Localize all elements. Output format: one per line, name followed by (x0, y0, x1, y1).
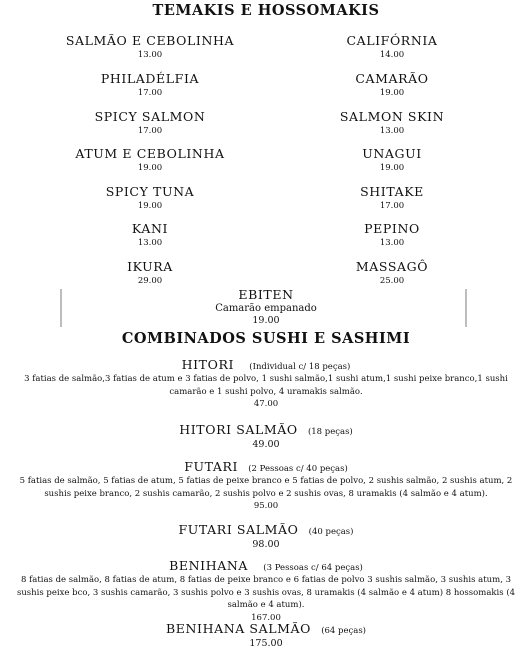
menu-item (50, 109, 250, 137)
menu-item (292, 146, 492, 174)
menu-item (292, 184, 492, 212)
item-name: CALIFÓRNIA (346, 33, 438, 48)
item-price: 14.00 (379, 50, 405, 60)
item-price: 19.00 (252, 315, 280, 326)
menu-item (292, 221, 492, 249)
item-price: 25.00 (379, 276, 405, 286)
item-name: SHITAKE (360, 184, 424, 199)
menu-item (50, 221, 250, 249)
item-price: 29.00 (137, 276, 163, 286)
item-name: MASSAGÔ (355, 259, 429, 274)
combo-note: (64 peças) (321, 626, 366, 636)
combo-price: 175.00 (249, 638, 283, 649)
combo-item (0, 354, 532, 411)
combo-price: 49.00 (252, 439, 280, 450)
combo-name: BENIHANA SALMÃO (165, 621, 312, 636)
combo-item (0, 618, 532, 651)
combo-description: 3 fatias de salmão,3 fatias de atum e 3 fatias de polvo, 1 sushi salmão,1 sushi atum,1 sushi peixe branco,1 sushi camarão e 1 sushi polvo, 4 uramakis salmão. (24, 374, 508, 397)
item-price: 17.00 (379, 201, 405, 211)
item-name: SALMÃO E CEBOLINHA (65, 33, 235, 48)
menu-item (292, 259, 492, 287)
combo-item (0, 555, 532, 624)
combo-name: FUTARI (184, 459, 239, 474)
menu-item (50, 71, 250, 99)
combo-note: (18 peças) (307, 427, 353, 437)
item-price: 19.00 (137, 163, 163, 173)
item-description: Camarão empanado (215, 303, 317, 314)
item-price: 17.00 (137, 126, 163, 136)
combo-price: 167.00 (251, 612, 281, 623)
menu-item (292, 71, 492, 99)
item-name: KANI (131, 221, 169, 236)
item-name: CAMARÃO (355, 71, 429, 86)
item-name: PHILADÉLFIA (100, 71, 200, 86)
combo-item (0, 456, 532, 513)
combo-note: (2 Pessoas c/ 40 peças) (248, 464, 348, 474)
item-price: 19.00 (137, 201, 163, 211)
combo-name: HITORI SALMÃO (179, 422, 298, 437)
combo-note: (3 Pessoas c/ 64 peças) (263, 563, 363, 573)
combo-price: 98.00 (252, 539, 280, 550)
item-name: UNAGUI (362, 146, 422, 161)
combo-note: (Individual c/ 18 peças) (249, 362, 351, 372)
menu-item (50, 184, 250, 212)
item-price: 13.00 (379, 238, 405, 248)
combo-name: HITORI (181, 357, 235, 372)
item-name: PEPINO (364, 221, 420, 236)
item-name: EBITEN (238, 287, 294, 302)
menu-item (50, 146, 250, 174)
menu-item (292, 33, 492, 61)
combo-name: BENIHANA (169, 558, 249, 573)
combo-name: FUTARI SALMÃO (178, 522, 299, 537)
item-price: 19.00 (379, 163, 405, 173)
combo-item (0, 519, 532, 552)
section-title-combinados: COMBINADOS SUSHI E SASHIMI (121, 330, 411, 347)
combo-price: 47.00 (253, 399, 279, 409)
combo-description: 5 fatias de salmão, 5 fatias de atum, 5 fatias de peixe branco e 5 fatias de polvo, 2 sushis salmão, 2 sushis atum, 2 sushis peixe branco, 2 sushis camarão, 2 sushis polvo e 2 sushis ovas, 8 uramakis (4 salmão e 4 atum). (19, 476, 513, 499)
menu-item (292, 109, 492, 137)
combo-price: 95.00 (253, 501, 279, 511)
combo-item (0, 419, 532, 452)
item-price: 13.00 (379, 126, 405, 136)
menu-item (50, 259, 250, 287)
item-price: 19.00 (379, 88, 405, 98)
item-price: 13.00 (137, 50, 163, 60)
item-name: IKURA (127, 259, 173, 274)
item-price: 17.00 (137, 88, 163, 98)
item-price: 13.00 (137, 238, 163, 248)
item-name: SPICY TUNA (105, 184, 195, 199)
item-name: ATUM E CEBOLINHA (75, 146, 225, 161)
section-title-temakis: TEMAKIS E HOSSOMAKIS (152, 2, 380, 19)
menu-item (50, 33, 250, 61)
combo-note: (40 peças) (308, 527, 354, 537)
item-name: SALMON SKIN (339, 109, 445, 124)
combo-description: 8 fatias de salmão, 8 fatias de atum, 8 fatias de peixe branco e 6 fatias de polvo 3 sushis salmão, 3 sushis atum, 3 sushis peixe bco, 3 sushis camarão, 3 sushis polvo e 3 sushis ovas, 8 uramakis (4 salmão e 4 atum) 8 hossomakis (4 salmão e 4 atum). (16, 575, 516, 610)
item-name: SPICY SALMON (94, 109, 206, 124)
menu-item-ebiten (0, 288, 532, 327)
